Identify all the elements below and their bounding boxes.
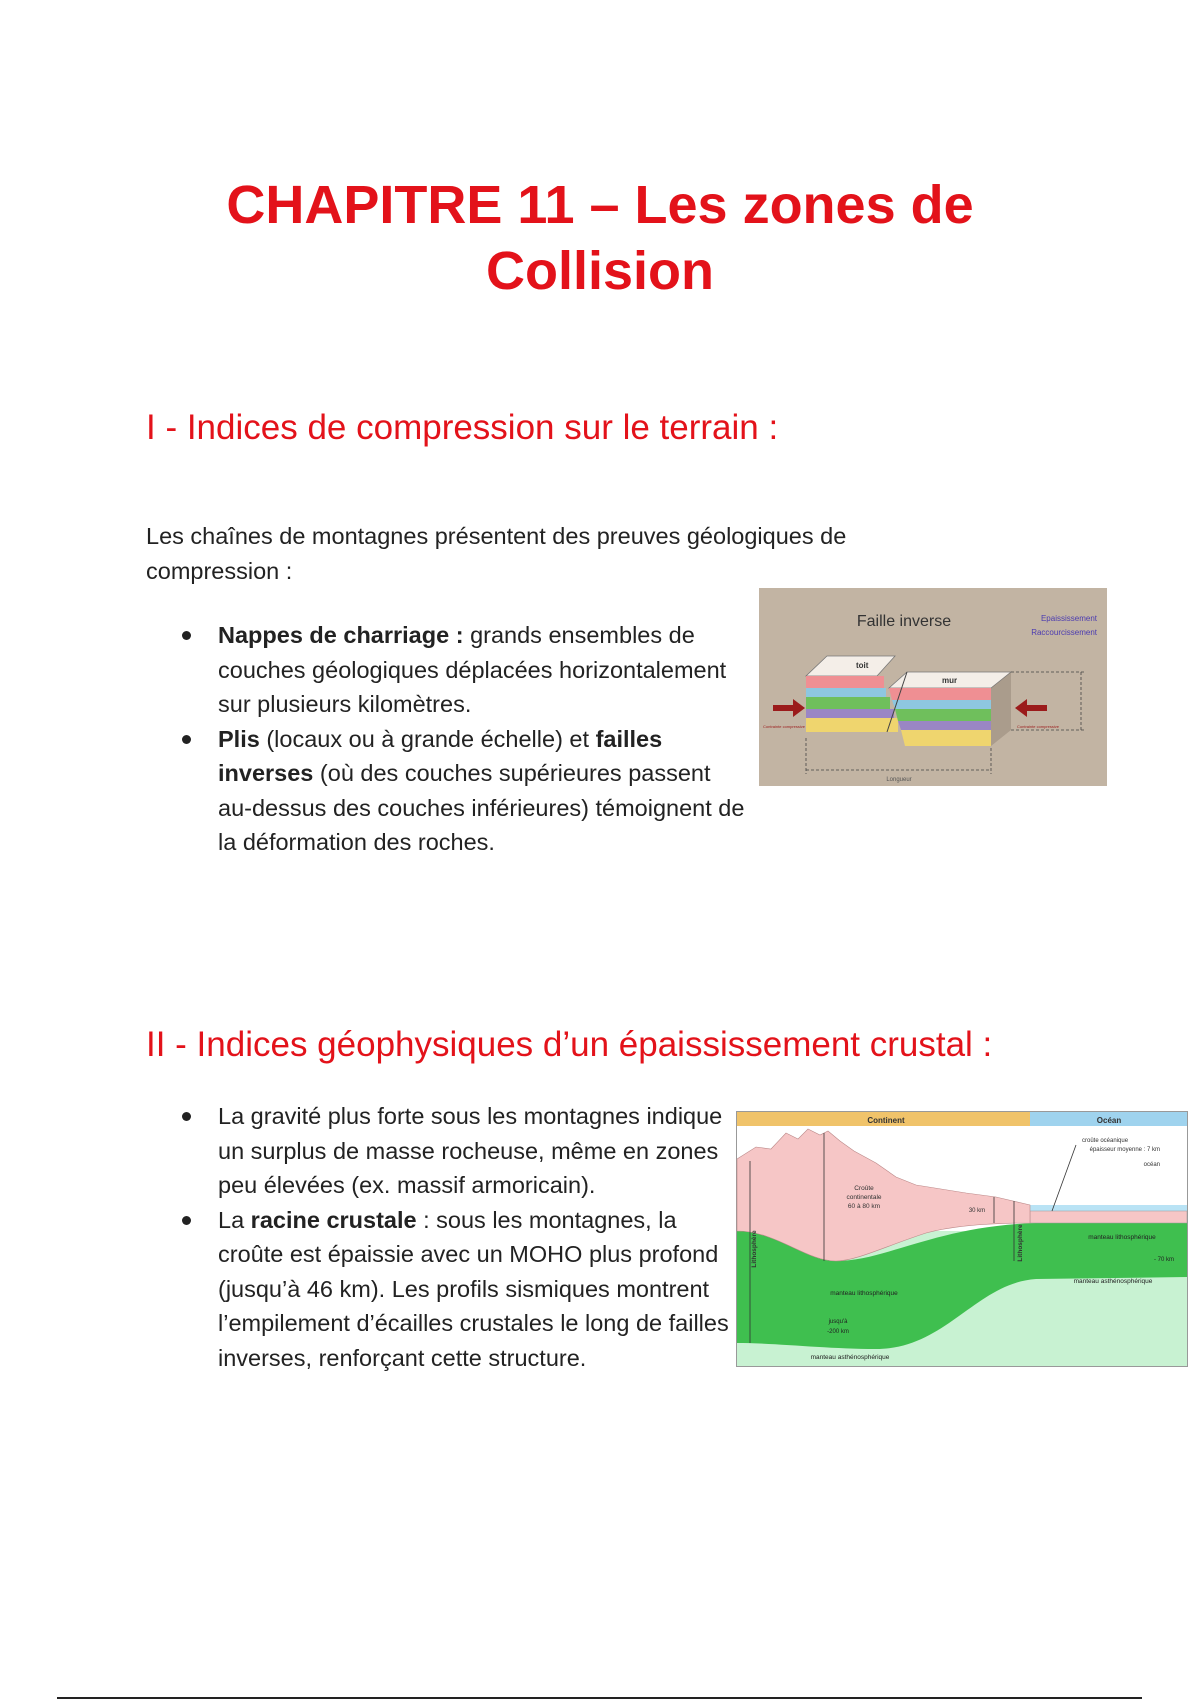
header-continent: Continent <box>867 1116 905 1125</box>
lithosphere-cross-section-diagram <box>736 1111 1188 1367</box>
reverse-fault-diagram <box>759 588 1107 786</box>
mantle-astheno-left-label: manteau asthénosphérique <box>810 1354 890 1361</box>
figure-title: Faille inverse <box>856 613 952 630</box>
depth-70-label: - 70 km <box>1153 1257 1174 1263</box>
section-2-bullet-list <box>146 1099 736 1375</box>
crust-label-1: Croûte <box>854 1185 874 1192</box>
mantle-astheno-right-label: manteau asthénosphérique <box>1073 1278 1153 1285</box>
page-bottom-rule <box>57 1697 1142 1699</box>
crust-label-3: 60 à 80 km <box>847 1203 881 1210</box>
legend-raccourcissement: Raccourcissement <box>1031 628 1097 637</box>
crust-label-2: continentale <box>846 1194 882 1201</box>
label-longueur: Longueur <box>886 777 912 783</box>
section-1-intro: Les chaînes de montagnes présentent des preuves géologiques de compression : <box>146 523 847 584</box>
chapter-title-line-1: CHAPITRE 11 – Les zones de <box>226 175 974 235</box>
chapter-title <box>0 172 1200 304</box>
chapter-title-line-2: Collision <box>486 241 714 301</box>
bullet-text: : sous les montagnes, la croûte est épaissie avec un MOHO plus profond (jusqu’à 46 km). Les profils sismiques montrent l’empilement d’écailles crustales le long de failles inverses, renforçant cette structure. <box>218 1206 729 1371</box>
list-item <box>146 1099 736 1203</box>
label-toit: toit <box>856 661 869 670</box>
list-item <box>146 618 746 722</box>
arrow-label-left: Contrainte compressive <box>763 724 806 729</box>
lithosphere-left-label: Lithosphère <box>751 1230 758 1268</box>
label-mur: mur <box>942 676 958 685</box>
section-2-heading: II - Indices géophysiques d’un épaississement crustal : <box>146 1025 993 1064</box>
arrow-label-right: Contrainte compressive <box>1017 724 1060 729</box>
depth-200-label-1: jusqu'à <box>828 1319 848 1325</box>
hanging-wall-block <box>806 656 898 732</box>
lithosphere-right-label: Lithosphère <box>1017 1224 1024 1262</box>
term-racine-crustale: racine crustale <box>250 1206 417 1233</box>
bullet-text: La gravité plus forte sous les montagnes indique un surplus de masse rocheuse, même en zones peu élevées (ex. massif armoricain). <box>218 1103 723 1198</box>
bullet-text: grands ensembles de couches géologiques déplacées horizontalement sur plusieurs kilomètres. <box>218 622 727 717</box>
depth-200-label-2: -200 km <box>827 1329 849 1335</box>
oceanic-crust <box>1030 1211 1187 1223</box>
header-ocean: Océan <box>1096 1116 1122 1125</box>
mantle-litho-left-label: manteau lithosphérique <box>830 1290 898 1297</box>
section-1-heading: I - Indices de compression sur le terrain : <box>146 408 779 447</box>
bullet-text: (locaux ou à grande échelle) et <box>259 725 596 752</box>
term-failles-inverses: failles inverses <box>218 725 663 786</box>
mantle-litho-right-label: manteau lithosphérique <box>1088 1234 1156 1241</box>
term-nappes-de-charriage: Nappes de charriage : <box>218 622 464 648</box>
bullet-text: (où des couches supérieures passent au-dessus des couches inférieures) témoignent de la déformation des roches. <box>218 760 745 855</box>
bullet-text: La <box>218 1206 251 1233</box>
oceanic-crust-label-2: épaisseur moyenne : 7 km <box>1089 1147 1160 1153</box>
legend-epaississement: Epaississement <box>1040 614 1097 623</box>
list-item <box>146 1203 736 1376</box>
oceanic-crust-label-1: croûte océanique <box>1082 1138 1129 1144</box>
list-item <box>146 722 746 860</box>
section-1-bullet-list <box>146 618 746 860</box>
label-30km: 30 km <box>968 1208 986 1214</box>
ocean-label: océan <box>1143 1162 1160 1168</box>
term-plis: Plis <box>218 725 260 752</box>
